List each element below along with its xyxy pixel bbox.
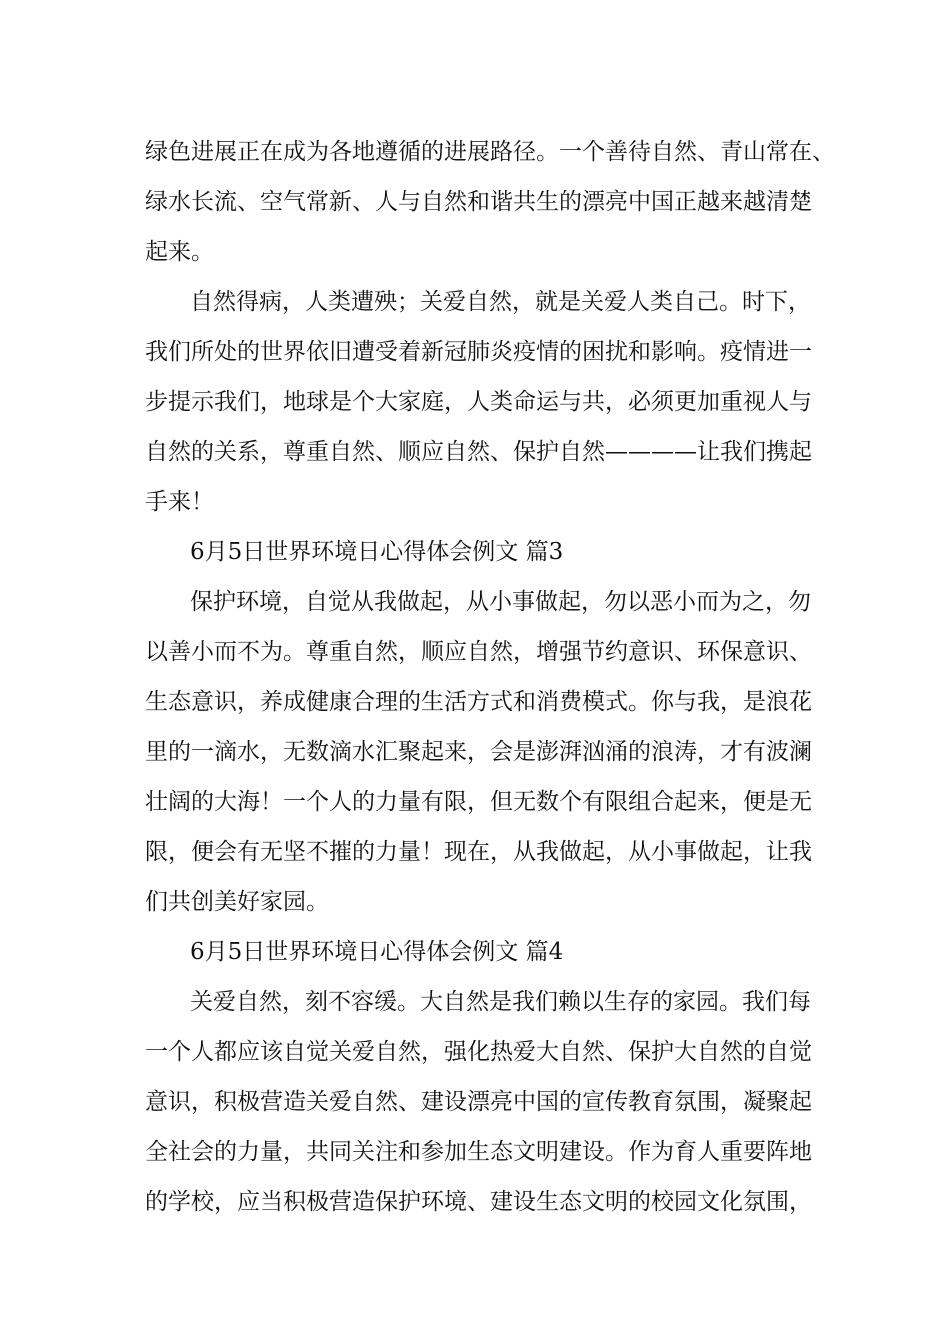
section-heading-4: 6月5日世界环境日心得体会例文 篇4 (190, 939, 564, 965)
paragraph-first-line: 关爱自然，刻不容缓。大自然是我们赖以生存的家园。我们每 (190, 989, 811, 1015)
text-line: 起来。 (145, 239, 214, 265)
text-line: 的学校，应当积极营造保护环境、建设生态文明的校园文化氛围， (145, 1189, 812, 1215)
text-line: 步提示我们，地球是个大家庭，人类命运与共，必须更加重视人与 (145, 389, 812, 415)
text-line: 我们所处的世界依旧遭受着新冠肺炎疫情的困扰和影响。疫情进一 (145, 339, 812, 365)
text-line: 全社会的力量，共同关注和参加生态文明建设。作为育人重要阵地 (145, 1139, 812, 1165)
text-line: 生态意识，养成健康合理的生活方式和消费模式。你与我，是浪花 (145, 689, 812, 715)
text-line: 一个人都应该自觉关爱自然，强化热爱大自然、保护大自然的自觉 (145, 1039, 812, 1065)
text-line: 限，便会有无坚不摧的力量！现在，从我做起，从小事做起，让我 (145, 839, 812, 865)
text-line: 们共创美好家园。 (145, 889, 329, 915)
text-line: 意识，积极营造关爱自然、建设漂亮中国的宣传教育氛围，凝聚起 (145, 1089, 812, 1115)
text-line-continuation: 绿色进展正在成为各地遵循的进展路径。一个善待自然、青山常在、 (145, 139, 835, 165)
text-line: 自然的关系，尊重自然、顺应自然、保护自然————让我们携起 (145, 439, 812, 465)
text-line: 手来！ (145, 489, 214, 515)
text-line: 里的一滴水，无数滴水汇聚起来，会是澎湃汹涌的浪涛，才有波澜 (145, 739, 812, 765)
text-line: 以善小而不为。尊重自然，顺应自然，增强节约意识、环保意识、 (145, 639, 812, 665)
paragraph-first-line: 保护环境，自觉从我做起，从小事做起，勿以恶小而为之，勿 (190, 589, 811, 615)
text-line: 壮阔的大海！一个人的力量有限，但无数个有限组合起来，便是无 (145, 789, 812, 815)
paragraph-first-line: 自然得病，人类遭殃；关爱自然，就是关爱人类自己。时下， (190, 289, 811, 315)
section-heading-3: 6月5日世界环境日心得体会例文 篇3 (190, 539, 564, 565)
text-line: 绿水长流、空气常新、人与自然和谐共生的漂亮中国正越来越清楚 (145, 189, 812, 215)
